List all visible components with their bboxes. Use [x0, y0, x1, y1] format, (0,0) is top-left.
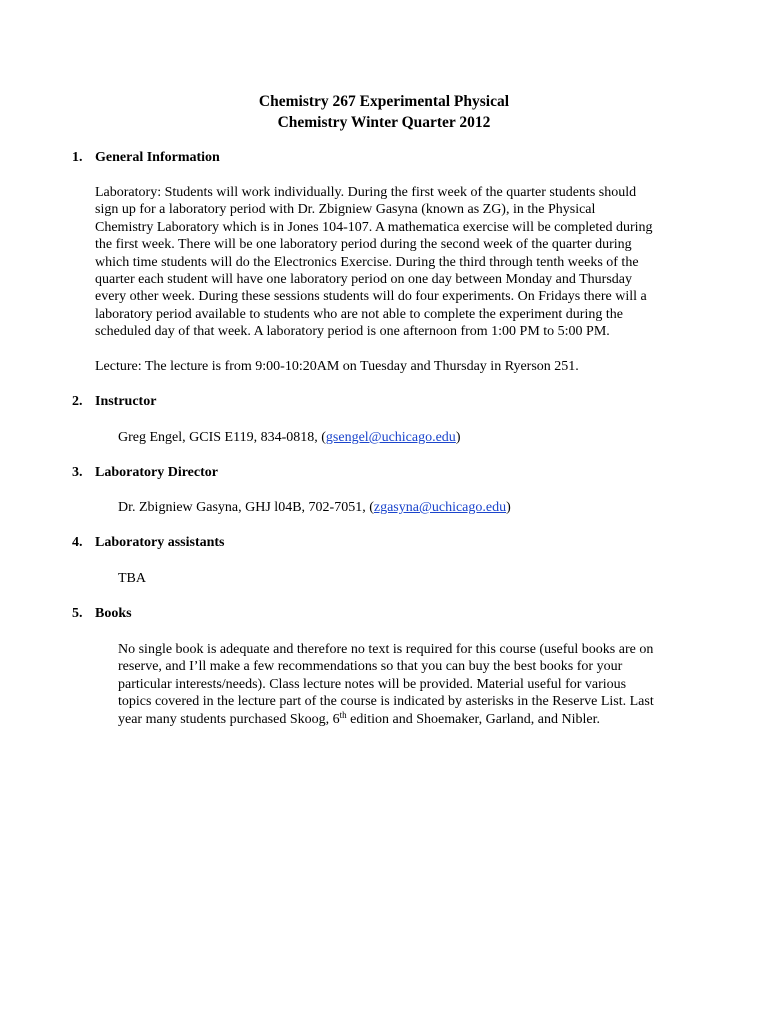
books-last-line-start: year many students purchased Skoog, 6	[118, 711, 340, 727]
section-number: 4.	[72, 535, 83, 550]
section-title: Laboratory assistants	[95, 535, 225, 550]
closing-paren: )	[506, 500, 511, 515]
paragraph-line: particular interests/needs). Class lecture notes will be provided. Material useful for various	[118, 676, 627, 692]
section-heading-laboratory-assistants	[72, 534, 225, 552]
assistants-value: TBA	[118, 571, 146, 586]
ordinal-superscript: th	[339, 709, 347, 720]
laboratory-paragraph	[95, 184, 653, 341]
section-title: Laboratory Director	[95, 465, 218, 480]
lab-director-email-link[interactable]: zgasyna@uchicago.edu	[373, 500, 507, 515]
paragraph-line: scheduled day of that week. A laboratory period is one afternoon from 1:00 PM to 5:00 PM.	[95, 324, 610, 340]
section-heading-general-information	[72, 149, 220, 167]
books-paragraph	[118, 641, 654, 728]
section-title: Books	[95, 606, 132, 621]
section-title: Instructor	[95, 394, 157, 409]
section-heading-laboratory-director	[72, 464, 218, 482]
closing-paren: )	[455, 430, 461, 445]
lecture-paragraph: Lecture: The lecture is from 9:00-10:20AM on Tuesday and Thursday in Ryerson 251.	[95, 359, 579, 374]
paragraph-line: No single book is adequate and therefore no text is required for this course (useful books are on	[118, 642, 654, 657]
section-heading-instructor	[72, 393, 156, 411]
section-number: 3.	[72, 465, 83, 480]
paragraph-line: Chemistry Laboratory which is in Jones 104-107. A mathematica exercise will be completed during	[95, 219, 653, 235]
paragraph-line: Laboratory: Students will work individually. During the first week of the quarter students should	[95, 185, 637, 200]
instructor-email-link[interactable]: gsengel@uchicago.edu	[325, 430, 456, 445]
paragraph-line: quarter each student will have one laboratory period on one day between Monday and Thursday	[95, 272, 633, 288]
lab-director-info: Dr. Zbigniew Gasyna, GHJ l04B, 702-7051, (	[118, 500, 374, 515]
section-number: 2.	[72, 394, 83, 409]
paragraph-line: topics covered in the lecture part of the course is indicated by asterisks in the Reserve List. Last	[118, 694, 654, 710]
section-title: General Information	[95, 150, 220, 165]
section-number: 1.	[72, 150, 83, 165]
instructor-info: Greg Engel, GCIS E119, 834-0818, (	[118, 430, 326, 445]
paragraph-line: every other week. During these sessions students will do four experiments. On Fridays there will a	[95, 289, 647, 305]
paragraph-line: which time students will do the Electronics Exercise. During the third through tenth weeks of the	[95, 254, 639, 270]
paragraph-line: sign up for a laboratory period with Dr. Zbigniew Gasyna (known as ZG), in the Physical	[95, 202, 596, 218]
section-heading-books	[72, 605, 132, 623]
paragraph-line: reserve, and I’ll make a few recommendations so that you can buy the best books for your	[118, 659, 623, 675]
paragraph-line: the first week. There will be one laboratory period during the second week of the quarter during	[95, 237, 632, 253]
books-last-line-end: edition and Shoemaker, Garland, and Nibler.	[346, 711, 600, 727]
paragraph-line-last	[118, 711, 654, 728]
section-number: 5.	[72, 606, 83, 621]
document-title-line-2: Chemistry Winter Quarter 2012	[277, 114, 491, 131]
paragraph-line: laboratory period available to students who are not able to complete the experiment during the	[95, 306, 623, 322]
lab-director-details	[118, 499, 511, 517]
document-title-line-1: Chemistry 267 Experimental Physical	[258, 93, 510, 110]
instructor-details	[118, 429, 460, 447]
